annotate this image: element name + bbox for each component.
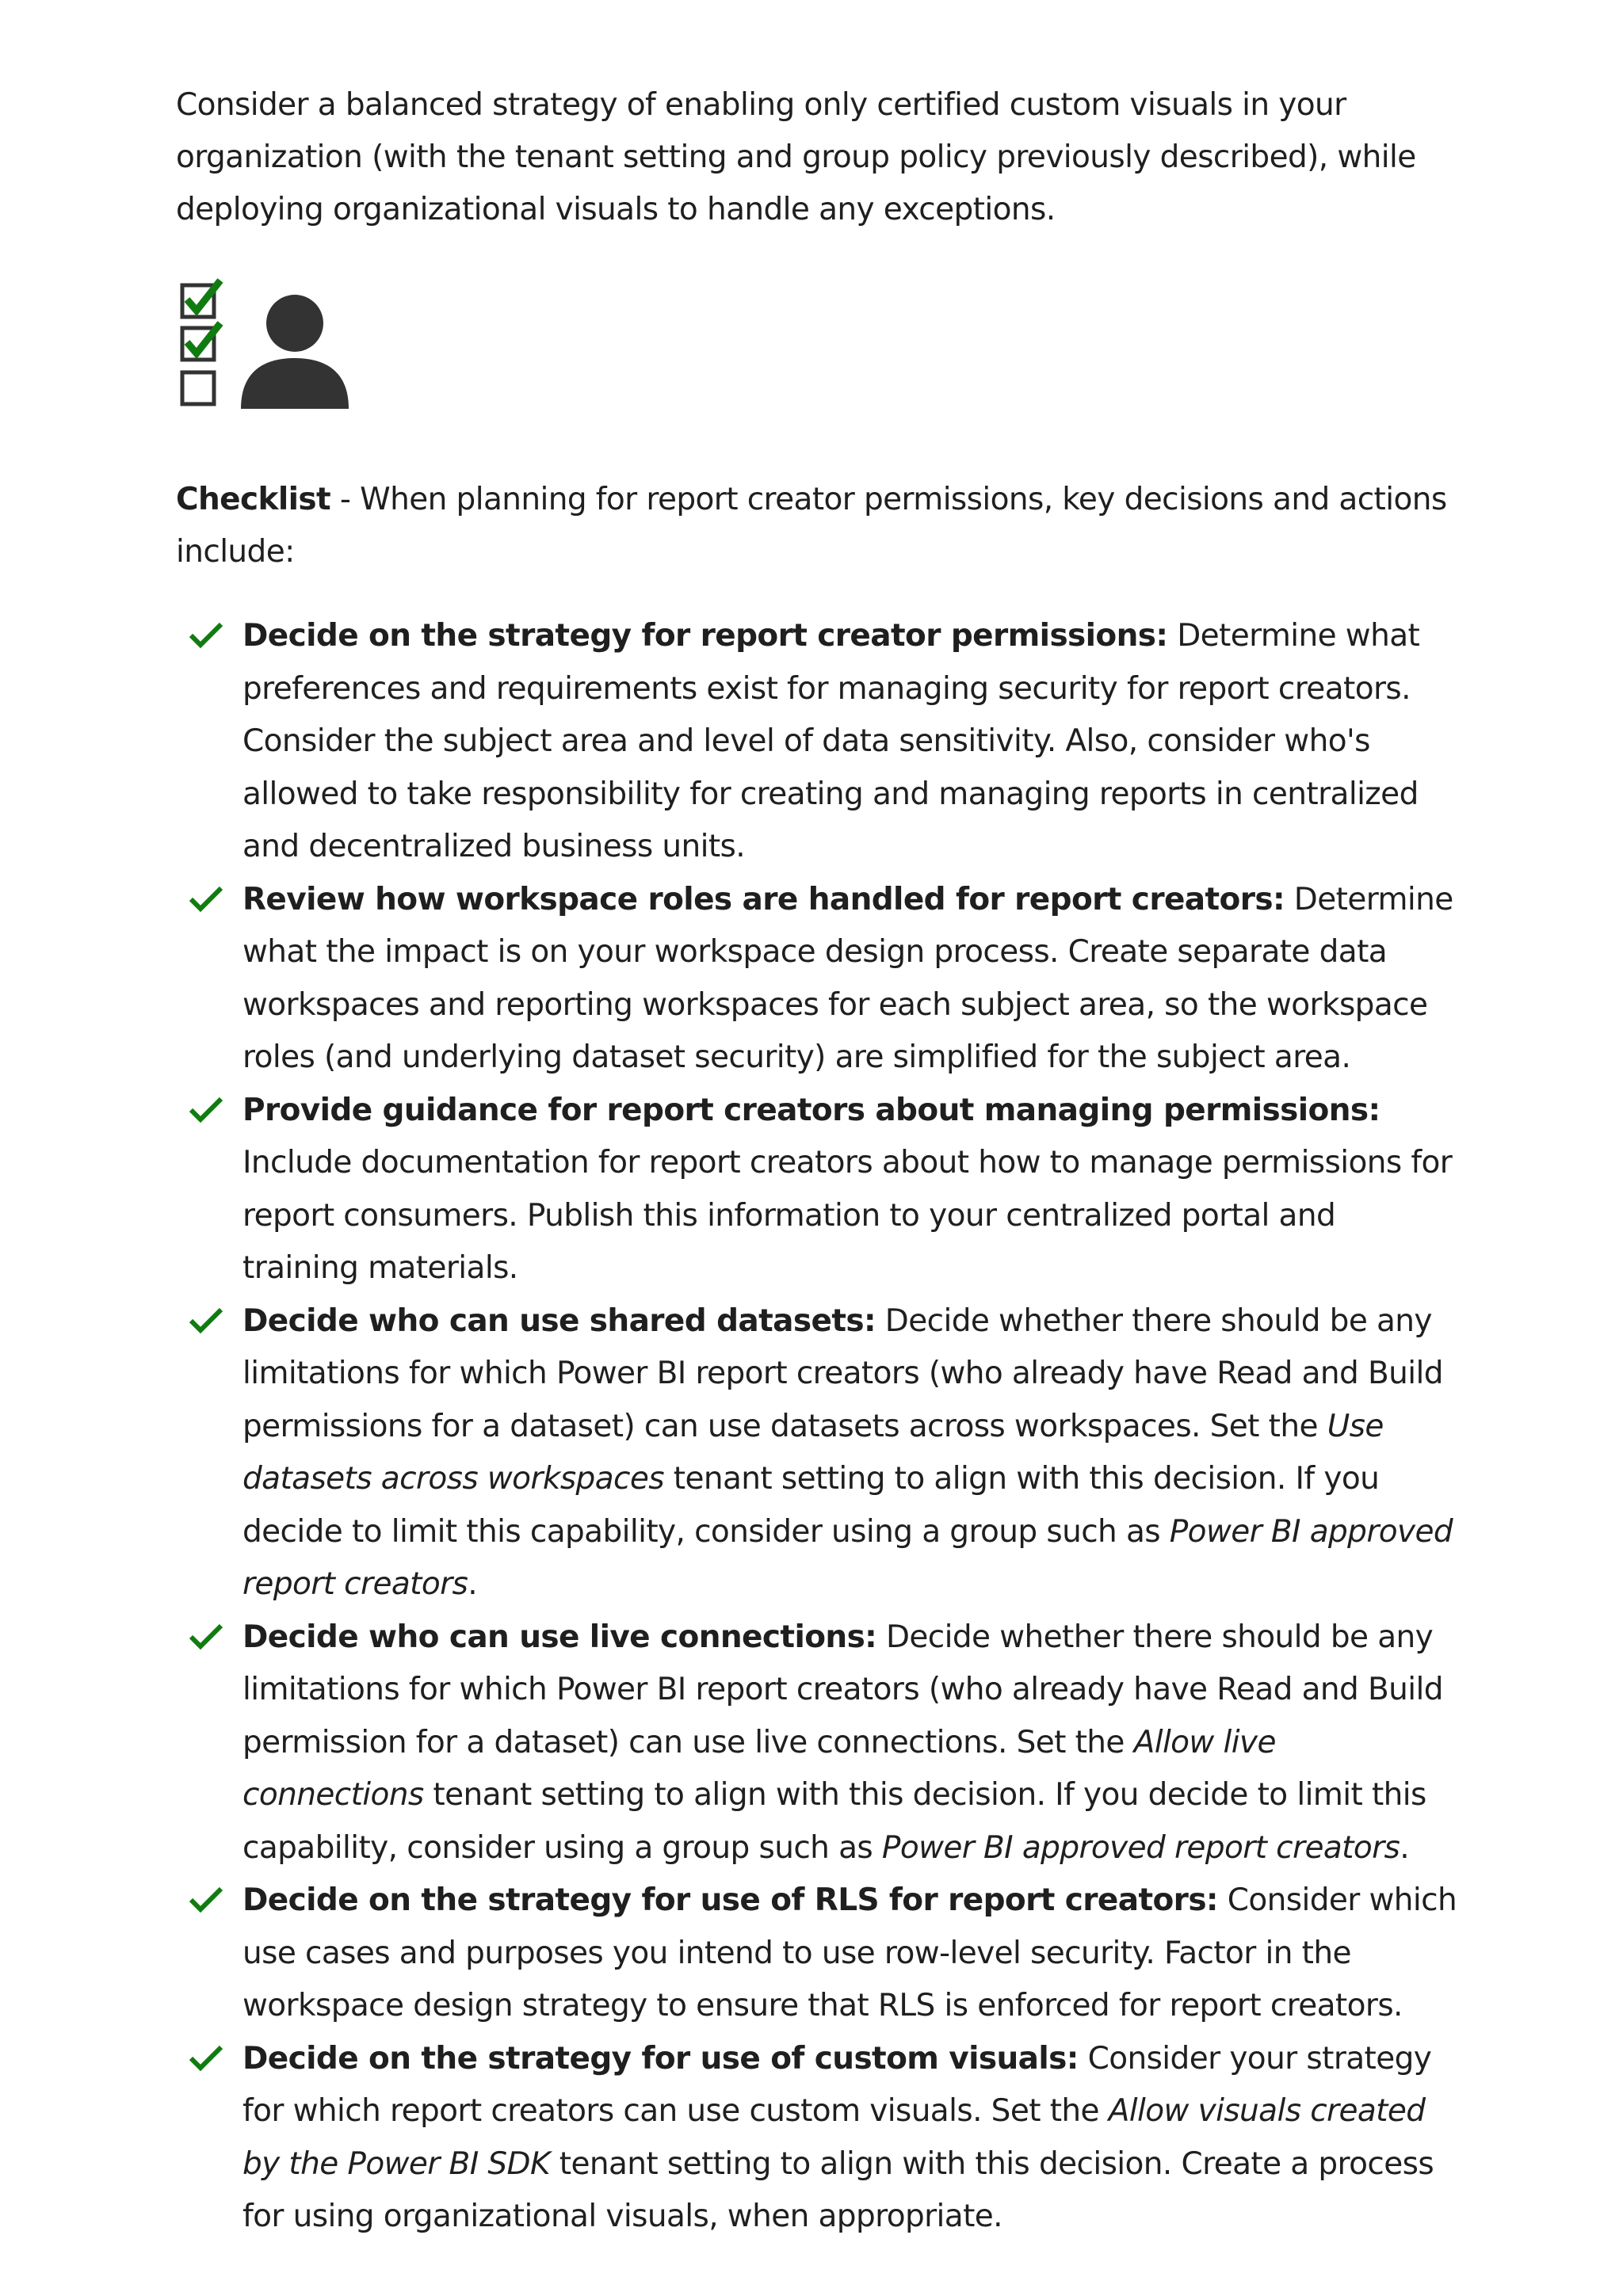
- checklist-item-text: Determine what the impact is on your workspace design process. Create separate data workspaces and reporting workspaces for each subject area, so the workspace roles (and underlying dataset security) are simplified for the subject area.: [242, 881, 1453, 1075]
- checklist-item-title: Review how workspace roles are handled for report creators:: [242, 881, 1285, 917]
- checklist-item-emphasis: Allow live connections: [242, 1724, 1276, 1813]
- checklist-item-emphasis: Power BI approved report creators: [242, 1513, 1453, 1602]
- checklist: [176, 610, 1460, 2244]
- checklist-item-text: tenant setting to align with this decision. If you decide to limit this capability, consider using a group such as: [242, 1777, 1426, 1866]
- checklist-item-title: Decide on the strategy for use of custom visuals:: [242, 2040, 1079, 2077]
- intro-paragraph: Consider a balanced strategy of enabling only certified custom visuals in your organization (with the tenant setting and group policy previously described), while deploying organizational visuals to handle any exceptions.: [176, 87, 1416, 227]
- checklist-item: [176, 1085, 1460, 1295]
- checkmark-icon: [189, 1306, 223, 1335]
- checklist-item-text: .: [468, 1566, 478, 1602]
- checklist-item-text: Determine what preferences and requirements exist for managing security for report creators. Consider the subject area and level of data sensitivity. Also, consider who's allowed to take responsibility for creating and managing reports in centralized and decentralized business units.: [242, 618, 1420, 864]
- checkmark-icon: [189, 1886, 223, 1914]
- checklist-item: [176, 874, 1460, 1085]
- checklist-item: [176, 610, 1460, 874]
- checklist-item-text: tenant setting to align with this decision. Create a process for using organizational visuals, when appropriate.: [242, 2145, 1434, 2234]
- checklist-item-title: Decide on the strategy for report creator permissions:: [242, 618, 1168, 654]
- checkmark-icon: [189, 1623, 223, 1651]
- checklist-item-text: Consider your strategy for which report creators can use custom visuals. Set the: [242, 2040, 1432, 2129]
- checklist-item: [176, 1611, 1460, 1875]
- checkmark-icon: [189, 1096, 223, 1124]
- checklist-item-title: Decide on the strategy for use of RLS for report creators:: [242, 1882, 1218, 1918]
- checklist-item: [176, 1875, 1460, 2033]
- checklist-item-text: Consider which use cases and purposes you intend to use row-level security. Factor in the workspace design strategy to ensure that RLS is enforced for report creators.: [242, 1882, 1457, 2023]
- checklist-item-text: .: [1400, 1829, 1410, 1866]
- checklist-item-text: Decide whether there should be any limitations for which Power BI report creators (who already have Read and Build permissions for a dataset) can use datasets across workspaces. Set the: [242, 1302, 1443, 1444]
- checklist-item: [176, 1295, 1460, 1611]
- checklist-item-title: Provide guidance for report creators about managing permissions:: [242, 1092, 1381, 1128]
- checkmark-icon: [189, 885, 223, 913]
- checklist-item: [176, 2033, 1460, 2244]
- checklist-item-text: Decide whether there should be any limitations for which Power BI report creators (who already have Read and Build permission for a dataset) can use live connections. Set the: [242, 1619, 1443, 1760]
- checklist-person-icon: [176, 276, 358, 418]
- checklist-item-emphasis: Allow visuals created by the Power BI SDK: [242, 2093, 1426, 2182]
- checklist-item-emphasis: Use datasets across workspaces: [242, 1408, 1384, 1497]
- checkmark-icon: [189, 621, 223, 650]
- checkmark-icon: [189, 2044, 223, 2073]
- checklist-intro: [176, 474, 1460, 578]
- document-page: [176, 79, 1460, 2244]
- checklist-intro-text: - When planning for report creator permissions, key decisions and actions include:: [176, 482, 1447, 570]
- checklist-item-text: tenant setting to align with this decision. If you decide to limit this capability, consider using a group such as: [242, 1461, 1380, 1550]
- checklist-item-text: Include documentation for report creators about how to manage permissions for report consumers. Publish this information to your centralized portal and training materials.: [242, 1145, 1453, 1286]
- checklist-item-title: Decide who can use live connections:: [242, 1619, 877, 1655]
- checklist-item-title: Decide who can use shared datasets:: [242, 1302, 876, 1339]
- checklist-label: Checklist: [176, 482, 331, 517]
- checklist-item-emphasis: Power BI approved report creators: [881, 1829, 1400, 1866]
